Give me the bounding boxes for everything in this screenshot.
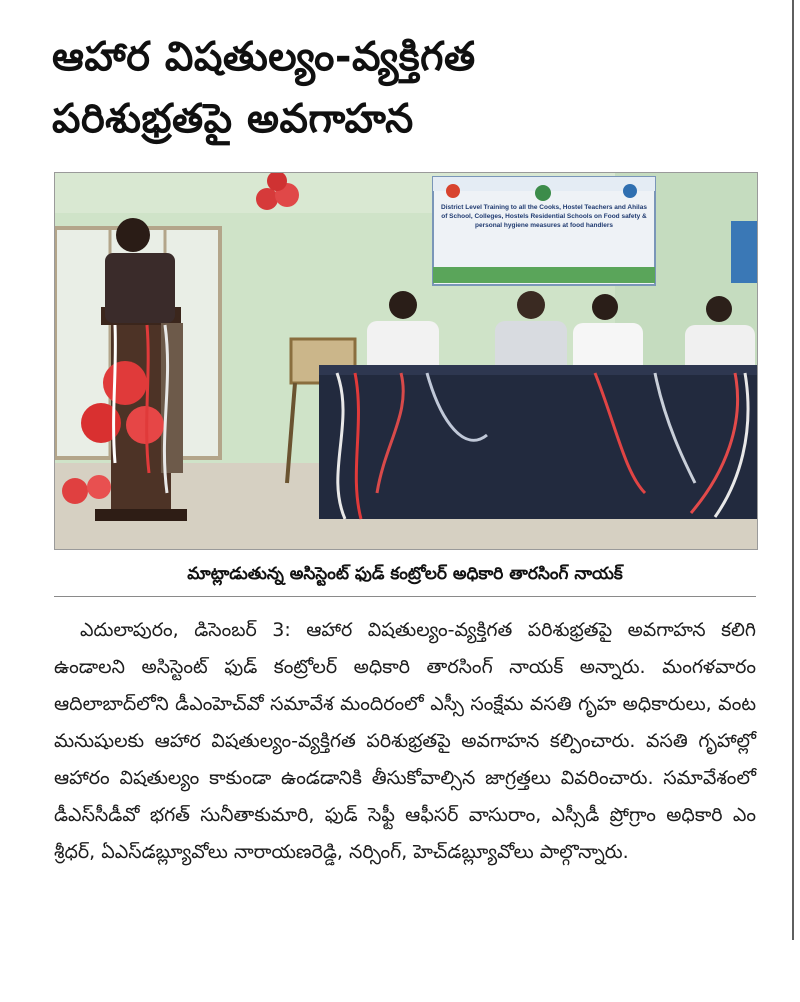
article-body [54,612,756,871]
headline [52,26,772,150]
article-dateline: ఎదులాపురం, డిసెంబర్ 3: [80,619,291,641]
article-text: ఆహార విషతుల్యం-వ్యక్తిగత పరిశుభ్రతపై అవగాహన కలిగి ఉండాలని అసిస్టెంట్ ఫుడ్ కంట్రోలర్ అధికారి తారసింగ్ నాయక్ అన్నారు. మంగళవారం ఆదిలాబాద్‌లోని డీఎంహెచ్‌వో సమావేశ మందిరంలో ఎస్సీ సంక్షేమ వసతి గృహ అధికారులు, వంట మనుషులకు ఆహార విషతుల్యం-వ్యక్తిగత పరిశుభ్రతపై అవగాహన కల్పించారు. వసతి గృహాల్లో ఆహారం విషతుల్యం కాకుండా ఉండడానికి తీసుకోవాల్సిన జాగ్రత్తలు వివరించారు. సమావేశంలో డీఎస్‌సీడీవో భగత్ సునీతాకుమారి, ఫుడ్ సెఫ్టీ ఆఫీసర్ వాసురాం, ఎస్సీడీ ప్రోగ్రాం అధికారి ఎం శ్రీధర్, ఏఎస్‌డబ్ల్యూవోలు నారాయణరెడ్డి, నర్సింగ్, హెచ్‌డబ్ల్యూవోలు పాల్గొన్నారు. [54,619,756,863]
banner-text: District Level Training to all the Cooks, Hostel Teachers and Ahilas of School, Colleges, Hostels Residential Schools on Food safety & personal hygiene measures at food handlers [441,204,647,229]
column-rule [792,0,794,940]
headline-line-1: ఆహార విషతుల్యం-వ్యక్తిగత [52,34,476,80]
headline-line-2: పరిశుభ్రతపై అవగాహన [52,96,414,142]
photo-caption: మాట్లాడుతున్న అసిస్టెంట్ ఫుడ్ కంట్రోలర్ అధికారి తారసింగ్ నాయక్ [54,552,756,597]
news-photo [54,172,758,550]
